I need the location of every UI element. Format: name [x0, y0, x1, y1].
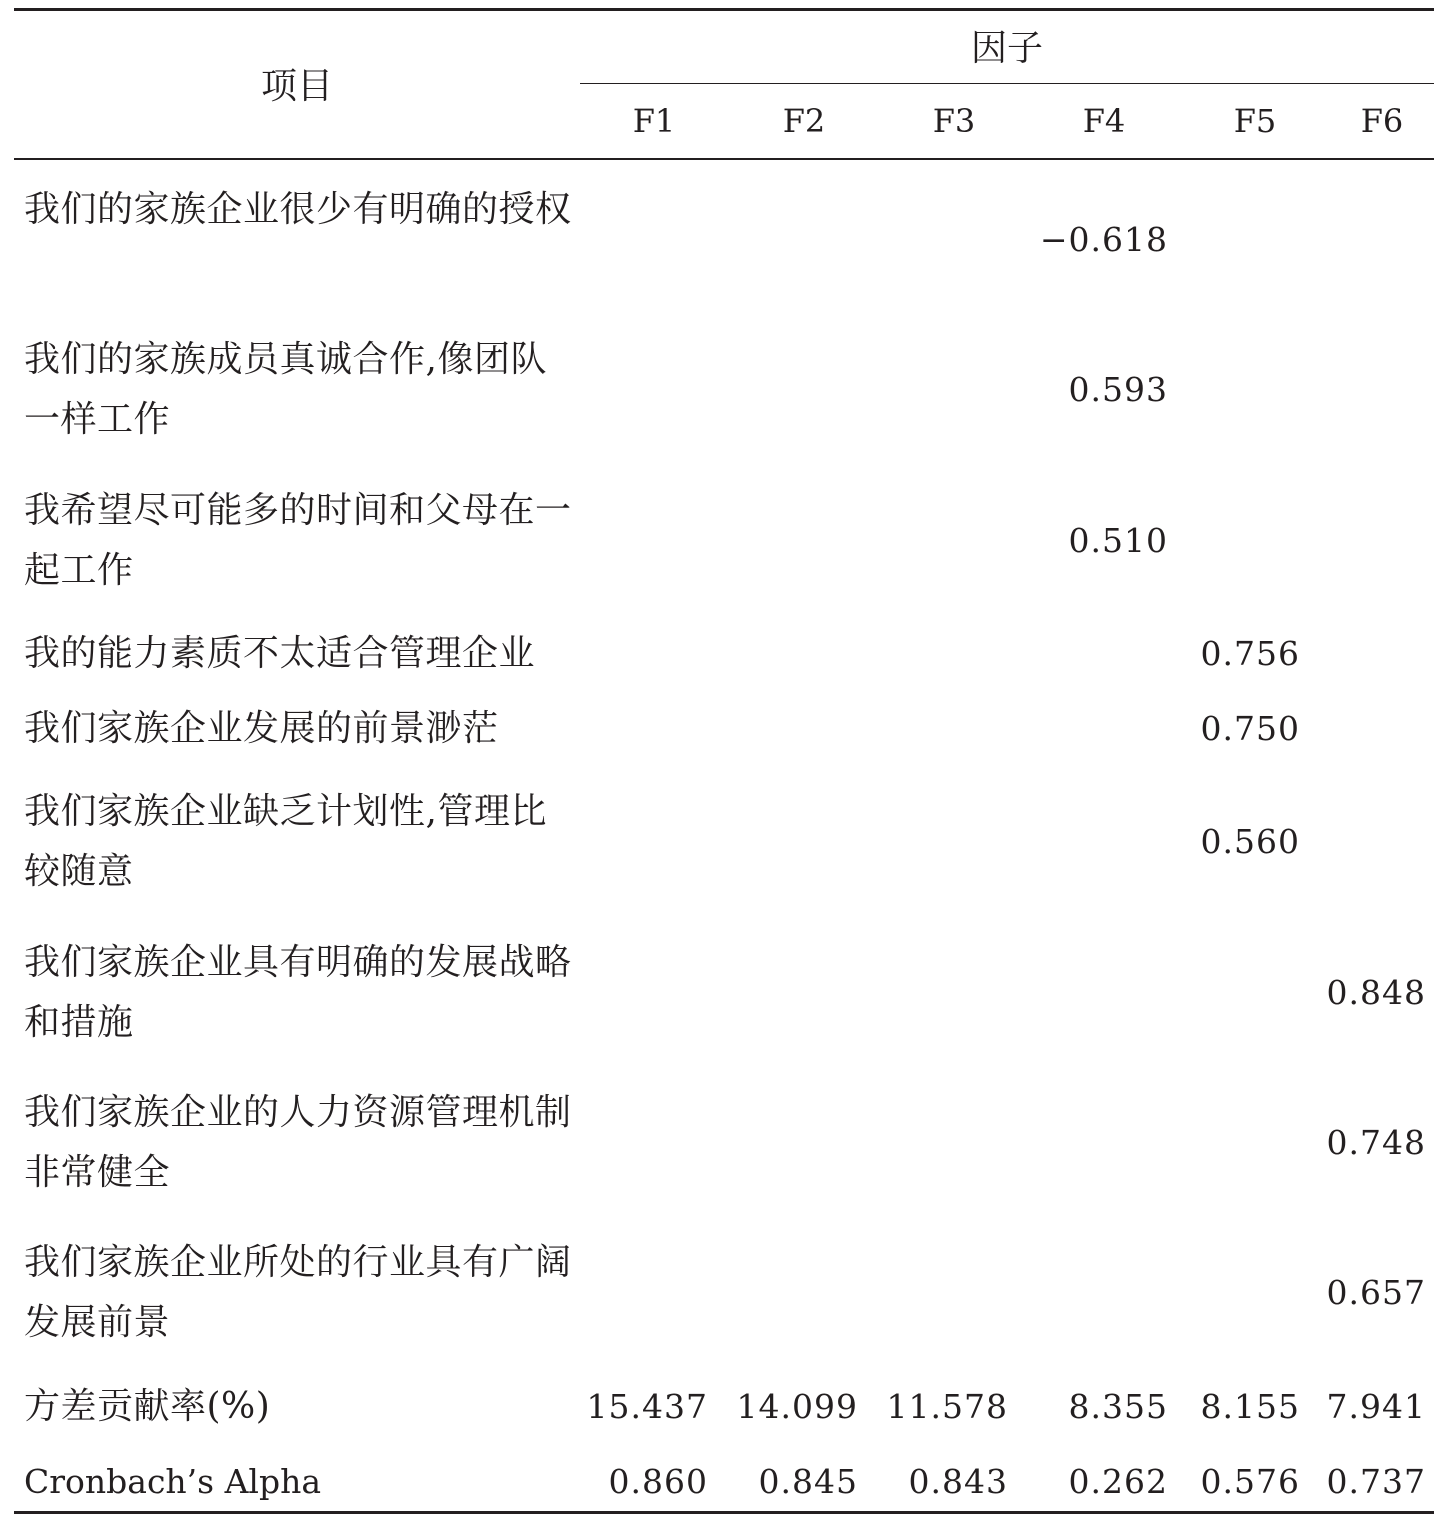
cell-f4: 0.593 — [1068, 370, 1168, 409]
cell-f6: 7.941 — [1326, 1387, 1426, 1426]
table-row — [14, 624, 1434, 684]
header-f2: F2 — [782, 101, 826, 140]
table-row — [14, 481, 1434, 601]
header-item: 项目 — [260, 65, 333, 107]
cell-f6: 0.848 — [1326, 973, 1426, 1012]
table-row — [14, 1083, 1434, 1203]
cell-f6: 0.657 — [1326, 1273, 1426, 1312]
table-row — [14, 180, 1434, 300]
row-label: 方差贡献率(%) — [24, 1386, 271, 1427]
header-f4: F4 — [1082, 101, 1126, 140]
factor-loading-table — [14, 8, 1434, 1508]
header-factor: 因子 — [970, 28, 1043, 69]
table-row — [14, 1233, 1434, 1353]
table-row-variance — [14, 1377, 1434, 1437]
cell-f5: 0.576 — [1200, 1462, 1300, 1501]
cell-f5: 0.750 — [1200, 709, 1300, 748]
row-label: 我的能力素质不太适合管理企业 — [24, 633, 536, 674]
cell-f4: 8.355 — [1068, 1387, 1168, 1426]
row-label: Cronbach’s Alpha — [24, 1462, 322, 1501]
header-f1: F1 — [632, 101, 676, 140]
cell-f3: 11.578 — [886, 1387, 1008, 1426]
row-label: 我们家族企业缺乏计划性,管理比较随意 — [24, 791, 547, 892]
cell-f3: 0.843 — [908, 1462, 1008, 1501]
table-row — [14, 782, 1434, 902]
cell-f5: 0.560 — [1200, 822, 1300, 861]
table-row — [14, 330, 1434, 450]
cell-f6: 0.737 — [1326, 1462, 1426, 1501]
header-f5: F5 — [1233, 101, 1277, 140]
row-label: 我们的家族成员真诚合作,像团队一样工作 — [24, 339, 547, 440]
cell-f6: 0.748 — [1326, 1123, 1426, 1162]
cell-f5: 0.756 — [1200, 634, 1300, 673]
table-row-alpha — [14, 1452, 1434, 1512]
table-bottom-rule — [14, 1511, 1434, 1514]
header-f3: F3 — [932, 101, 976, 140]
table-row — [14, 699, 1434, 759]
header-bottom-rule — [14, 158, 1434, 160]
cell-f1: 15.437 — [586, 1387, 708, 1426]
row-label: 我希望尽可能多的时间和父母在一起工作 — [24, 490, 572, 591]
header-f6: F6 — [1360, 101, 1404, 140]
cell-f2: 0.845 — [758, 1462, 858, 1501]
row-label: 我们家族企业发展的前景渺茫 — [24, 708, 499, 749]
cell-f4: 0.510 — [1068, 521, 1168, 560]
row-label: 我们家族企业所处的行业具有广阔发展前景 — [24, 1242, 572, 1343]
cell-f4: 0.262 — [1068, 1462, 1168, 1501]
cell-f2: 14.099 — [736, 1387, 858, 1426]
cell-f5: 8.155 — [1200, 1387, 1300, 1426]
row-label: 我们家族企业具有明确的发展战略和措施 — [24, 942, 572, 1043]
table-row — [14, 933, 1434, 1053]
cell-f4: −0.618 — [1039, 220, 1168, 259]
row-label: 我们家族企业的人力资源管理机制非常健全 — [24, 1092, 572, 1193]
cell-f1: 0.860 — [608, 1462, 708, 1501]
row-label: 我们的家族企业很少有明确的授权 — [24, 189, 572, 230]
